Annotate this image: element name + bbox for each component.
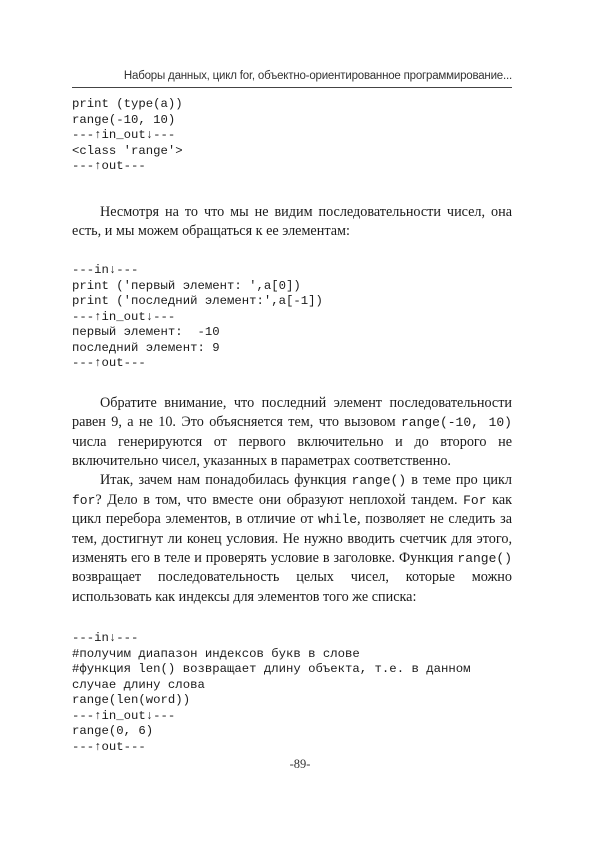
inline-code: range() xyxy=(351,473,407,489)
paragraph-2: Обратите внимание, что последний элемент последовательности равен 9, а не 10. Это объясняется тем, что вызовом range(-10, 10) числа генерируются от первого включительно и до второго не включительно чисел, указанных в параметрах соответственно. xyxy=(72,394,512,470)
inline-code: range(-10, 10) xyxy=(400,415,512,431)
code-block-1 xyxy=(72,97,512,175)
code-line: ---↑out--- xyxy=(72,356,146,371)
code-line: ---in↓--- xyxy=(72,263,139,278)
code-block-2 xyxy=(72,263,512,372)
inline-code: range() xyxy=(457,551,512,567)
code-line: print (type(a)) xyxy=(72,97,183,111)
code-line: <class 'range'> xyxy=(72,143,183,158)
code-line: ---↑in_out↓--- xyxy=(72,128,176,142)
code-line: #функция len() возвращает длину объекта, т.е. в данном xyxy=(72,662,471,677)
code-line: ---↑out--- xyxy=(72,159,146,173)
page-content xyxy=(72,97,512,755)
code-line: range(-10, 10) xyxy=(72,112,176,127)
code-line: ---↑in_out↓--- xyxy=(72,708,176,723)
code-line: range(0, 6) xyxy=(72,724,154,739)
paragraph-3: Итак, зачем нам понадобилась функция range() в теме про цикл for? Дело в том, что вместе они образуют неплохой тандем. For как цикл перебора элементов, в отличие от while, позволяет не следить за тем, достигнут ли конец условия. Не нужно вводить счетчик для этого, изменять его в теле и проверять условие в заголовке. Функция range() возвращает последовательность целых чисел, которые можно использовать как индексы для элементов того же списка: xyxy=(72,472,513,605)
code-line: ---↑in_out↓--- xyxy=(72,309,176,324)
header-rule xyxy=(72,87,512,88)
code-block-3 xyxy=(72,631,512,755)
code-line: print ('последний элемент:',a[-1]) xyxy=(72,294,323,309)
inline-code: while xyxy=(318,512,358,528)
code-line: последний элемент: 9 xyxy=(72,340,220,355)
code-line: случае длину слова xyxy=(72,677,205,692)
code-line: #получим диапазон индексов букв в слове xyxy=(72,646,360,661)
code-line: print ('первый элемент: ',a[0]) xyxy=(72,278,301,293)
code-line: первый элемент: -10 xyxy=(72,325,220,340)
page-number: -89- xyxy=(289,757,311,771)
code-line: ---↑out--- xyxy=(72,739,146,754)
inline-code: For xyxy=(463,492,487,508)
paragraph-1: Несмотря на то что мы не видим последовательности чисел, она есть, и мы можем обращаться к ее элементам: xyxy=(72,203,512,239)
running-header: Наборы данных, цикл for, объектно-ориентированное программирование... xyxy=(123,70,512,82)
code-line: ---in↓--- xyxy=(72,631,139,646)
code-line: range(len(word)) xyxy=(72,693,191,708)
inline-code: for xyxy=(72,492,96,508)
